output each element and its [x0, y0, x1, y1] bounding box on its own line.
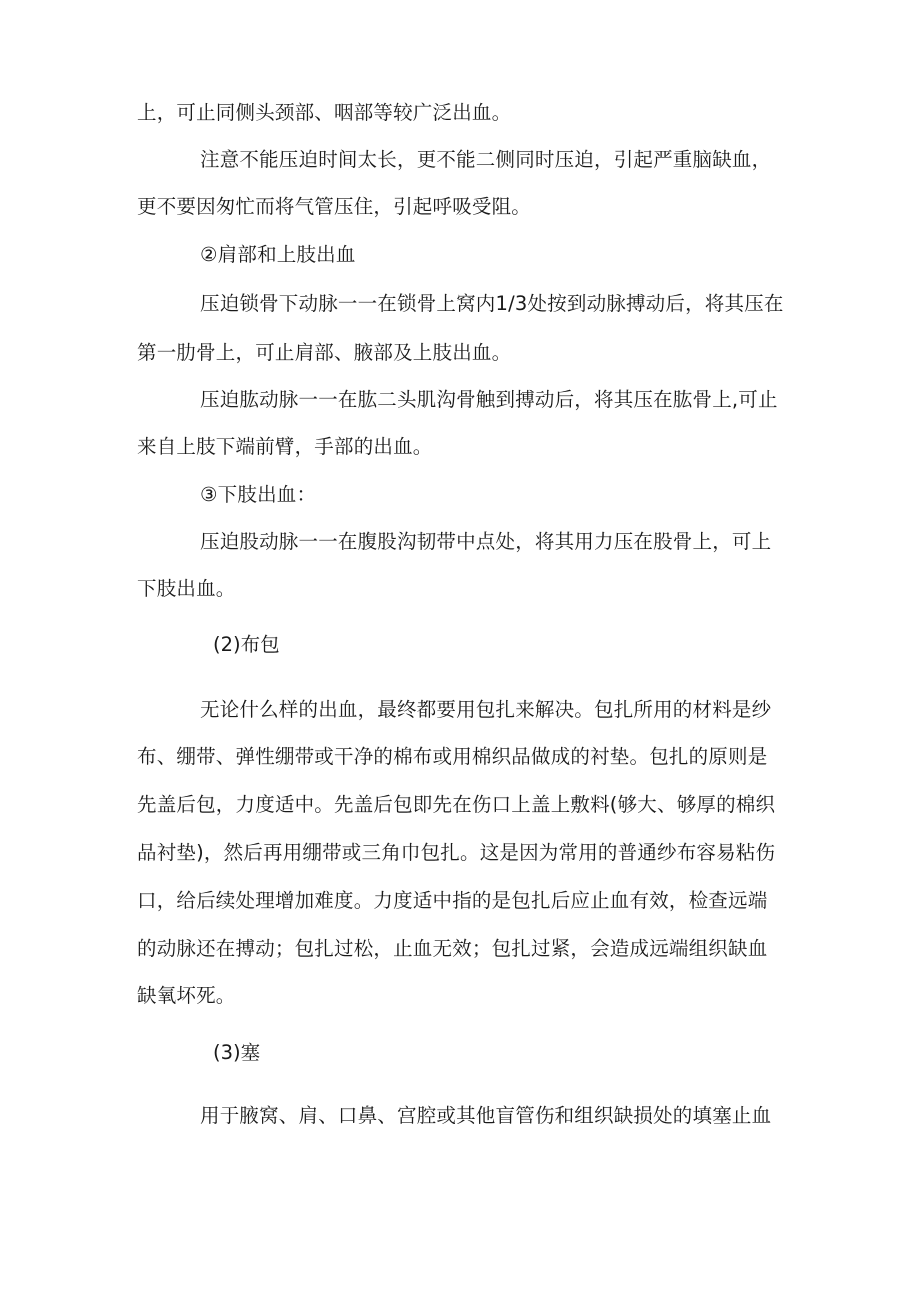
- subsection-title: ③下肢出血：: [200, 483, 317, 506]
- paragraph-line: 上，可止同侧头颈部、咽部等较广泛出血。: [137, 101, 512, 124]
- paragraph-line: 无论什么样的出血，最终都要用包扎来解决。包扎所用的材料是纱: [200, 698, 772, 721]
- paragraph-line: 先盖后包，力度适中。先盖后包即先在伤口上盖上敷料(够大、够厚的棉织: [137, 793, 776, 816]
- paragraph-line: 压迫锁骨下动脉一一在锁骨上窝内1/3处按到动脉搏动后，将其压在: [200, 292, 784, 315]
- section-heading: (2)布包: [213, 633, 280, 656]
- section-heading: (3)塞: [213, 1041, 261, 1064]
- paragraph-line: 注意不能压迫时间太长，更不能二侧同时压迫，引起严重脑缺血，: [200, 148, 772, 171]
- paragraph-line: 的动脉还在搏动；包扎过松，止血无效；包扎过紧，会造成远端组织缺血: [137, 937, 768, 960]
- subsection-title: ②肩部和上肢出血: [200, 243, 356, 266]
- paragraph-line: 压迫肱动脉一一在肱二头肌沟骨触到搏动后，将其压在肱骨上,可止: [200, 388, 778, 411]
- paragraph-line: 下肢出血。: [137, 577, 236, 600]
- paragraph-line: 第一肋骨上，可止肩部、腋部及上肢出血。: [137, 341, 512, 364]
- paragraph-line: 品衬垫)，然后再用绷带或三角巾包扎。这是因为常用的普通纱布容易粘伤: [137, 841, 776, 864]
- paragraph-line: 用于腋窝、肩、口鼻、宫腔或其他盲管伤和组织缺损处的填塞止血: [200, 1104, 772, 1127]
- paragraph-line: 布、绷带、弹性绷带或干净的棉布或用棉织品做成的衬垫。包扎的原则是: [137, 745, 768, 768]
- paragraph-line: 更不要因匆忙而将气管压住，引起呼吸受阻。: [137, 195, 532, 218]
- paragraph-line: 口，给后续处理增加难度。力度适中指的是包扎后应止血有效，检查远端: [137, 889, 768, 912]
- paragraph-line: 来自上肢下端前臂，手部的出血。: [137, 435, 433, 458]
- paragraph-line: 缺氧坏死。: [137, 984, 236, 1007]
- paragraph-line: 压迫股动脉一一在腹股沟韧带中点处，将其用力压在股骨上，可上: [200, 530, 772, 553]
